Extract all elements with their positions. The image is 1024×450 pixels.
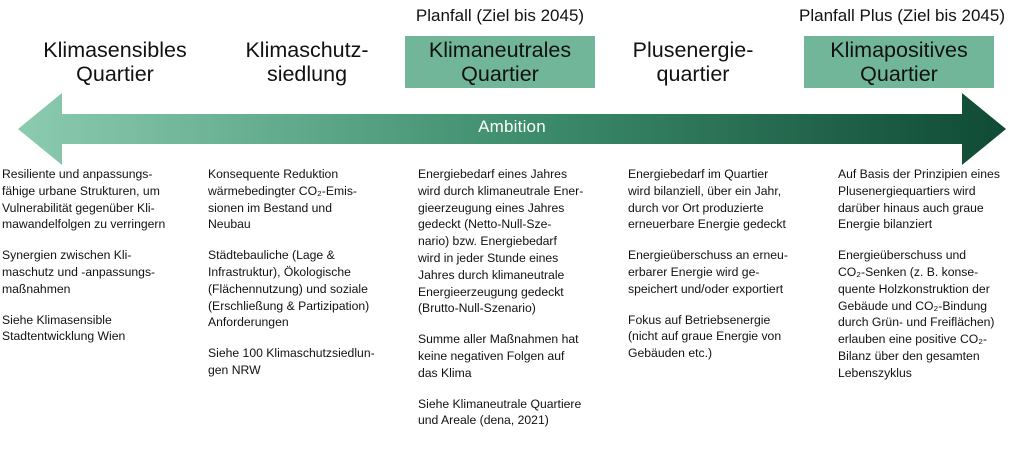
description-paragraph: Synergien zwischen Kli- maschutz und -anpassungs- maßnahmen (2, 248, 156, 296)
description-paragraph: Energieüberschuss und CO₂-Senken (z. B. konse- quente Holzkonstruktion der Gebäude und CO₂-Bindung durch Grün- und Freiflächen) erlauben eine positive CO₂- Bilanz über den gesamten Lebenszyklus (838, 248, 995, 380)
column-klimapositives-quartier (838, 166, 1022, 396)
heading-klimaschutzsiedlung: Klimaschutz- siedlung (245, 38, 369, 86)
description-paragraph: Siehe Klimasensible Stadtentwicklung Wien (2, 312, 126, 344)
description-paragraph: Fokus auf Betriebsenergie (nicht auf graue Energie von Gebäuden etc.) (628, 312, 782, 361)
heading-plusenergiequartier: Plusenergie- quartier (632, 38, 754, 86)
heading-klimasensibles-quartier: Klimasensibles Quartier (43, 38, 187, 86)
planfall-label: Planfall (Ziel bis 2045) (415, 6, 585, 25)
description-paragraph: Resiliente und anpassungs- fähige urbane Strukturen, um Vulnerabilität gegenüber Kli- mawandelfolgen zu verringern (2, 167, 166, 232)
heading-klimapositives-quartier: Klimapositives Quartier (804, 36, 994, 88)
column-plusenergiequartier (628, 166, 826, 376)
column-klimasensibles-quartier (2, 166, 200, 359)
description-paragraph: Siehe 100 Klimaschutzsiedlun- gen NRW (208, 346, 375, 377)
column-klimaneutrales-quartier (418, 166, 616, 443)
heading-klimaneutrales-quartier: Klimaneutrales Quartier (405, 36, 595, 88)
planfall-plus-label: Planfall Plus (Ziel bis 2045) (799, 6, 1005, 25)
ambition-label: Ambition (478, 117, 546, 136)
description-paragraph: Energiebedarf eines Jahres wird durch klimaneutrale Ener- gieerzeugung eines Jahres gedeckt (Netto-Null-Sze- nario) bzw. Energiebedarf wird in jeder Stunde eines Jahres durch klimaneutrale Energieerzeugung gedeckt (Brutto-Null-Szenario) (418, 167, 584, 316)
description-paragraph: Siehe Klimaneutrale Quartiere und Areale (dena, 2021) (418, 396, 582, 428)
column-klimaschutzsiedlung (208, 166, 406, 393)
description-paragraph: Energiebedarf im Quartier wird bilanziell, über ein Jahr, durch vor Ort produzierte erneuerbare Energie gedeckt (628, 167, 786, 232)
description-paragraph: Konsequente Reduktion wärmebedingter CO₂-Emis- sionen im Bestand und Neubau (208, 167, 357, 232)
description-paragraph: Auf Basis der Prinzipien eines Plusenergiequartiers wird darüber hinaus auch graue Energie bilanziert (838, 167, 1000, 232)
description-paragraph: Städtebauliche (Lage & Infrastruktur), Ökologische (Flächennutzung) und soziale (Erschließung & Partizipation) Anforderungen (208, 248, 370, 330)
description-paragraph: Energieüberschuss an erneu- erbarer Energie wird ge- speichert und/oder exportiert (628, 248, 788, 296)
description-paragraph: Summe aller Maßnahmen hat keine negativen Folgen auf das Klima (418, 332, 579, 380)
